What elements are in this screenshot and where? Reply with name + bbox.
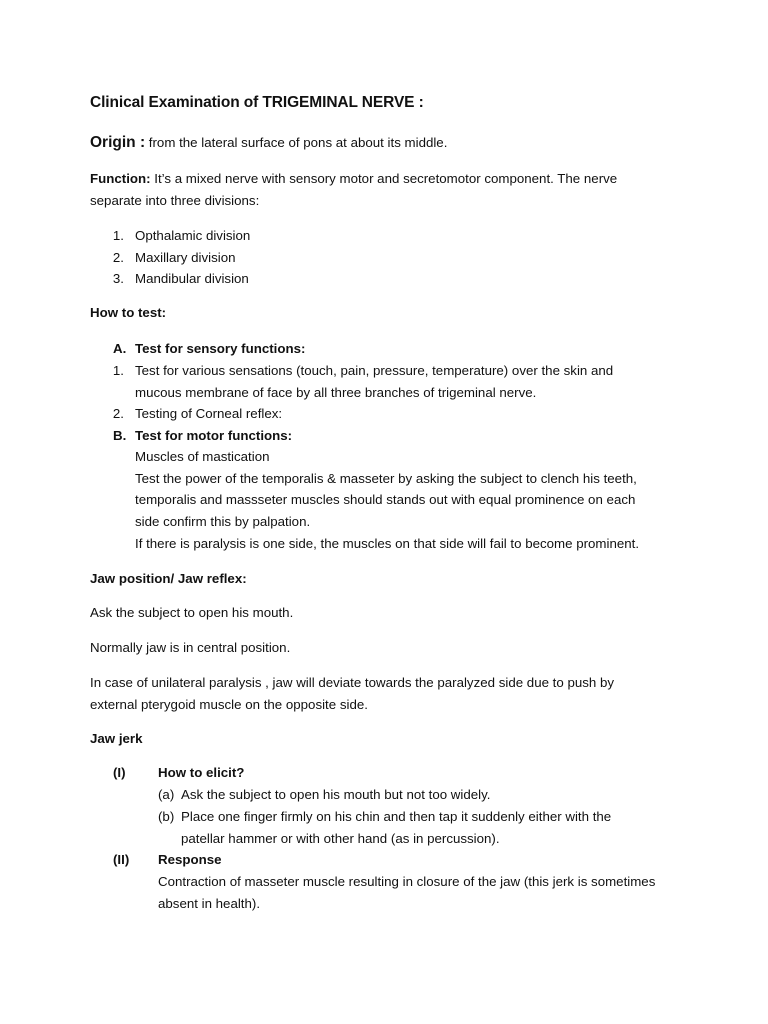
- section-b-heading: Test for motor functions:: [135, 428, 293, 443]
- sub-item-label: (a): [158, 787, 175, 802]
- sub-item: Ask the subject to open his mouth but not too widely.: [181, 787, 491, 802]
- sub-item-line: patellar hammer or with other hand (as in percussion).: [181, 830, 500, 846]
- section-b-line: Test the power of the temporalis & masseter by asking the subject to clench his teeth,: [135, 470, 637, 486]
- list-number: 1.: [112, 363, 124, 378]
- section-b-body: [135, 446, 639, 555]
- origin-label: Origin :: [90, 134, 146, 151]
- list-number: 1.: [112, 228, 124, 243]
- part-body-line: Contraction of masseter muscle resulting in closure of the jaw (this jerk is sometimes: [158, 874, 656, 889]
- sub-item-line: Place one finger firmly on his chin and then tap it suddenly either with the: [181, 809, 612, 824]
- sub-item-label: (b): [158, 809, 175, 824]
- function-text-line-1: It’s a mixed nerve with sensory motor and secretomotor component. The nerve: [150, 171, 618, 186]
- origin-paragraph: [90, 132, 447, 154]
- section-b-line: side confirm this by palpation.: [135, 514, 311, 530]
- part-body-line: absent in health).: [158, 895, 261, 911]
- list-number: 2.: [112, 406, 124, 421]
- list-item-line: mucous membrane of face by all three branches of trigeminal nerve.: [135, 384, 537, 400]
- list-item: Testing of Corneal reflex:: [135, 406, 283, 421]
- sub-item: [181, 806, 611, 849]
- paragraph-line: In case of unilateral paralysis , jaw will deviate towards the paralyzed side due to push by: [90, 675, 615, 690]
- paragraph-line: external pterygoid muscle on the opposite side.: [90, 696, 368, 712]
- section-b-line: If there is paralysis is one side, the muscles on that side will fail to become prominent.: [135, 535, 640, 551]
- jaw-position-paragraph: Ask the subject to open his mouth.: [90, 605, 294, 620]
- title-text: Clinical Examination of TRIGEMINAL NERVE :: [90, 94, 424, 111]
- jaw-position-paragraph: [90, 672, 614, 715]
- list-item: Opthalamic division: [135, 228, 251, 243]
- function-paragraph: [90, 168, 617, 211]
- section-b-line: Muscles of mastication: [135, 449, 270, 464]
- document-title: [90, 94, 424, 112]
- jaw-jerk-heading: Jaw jerk: [90, 731, 143, 746]
- function-label: Function:: [90, 171, 151, 186]
- jaw-position-paragraph: Normally jaw is in central position.: [90, 640, 291, 655]
- section-b-letter: B.: [113, 428, 127, 443]
- part-number: (I): [113, 765, 126, 780]
- function-text-line-2: separate into three divisions:: [90, 192, 260, 208]
- list-number: 2.: [112, 250, 124, 265]
- section-b-line: temporalis and massseter muscles should stands out with equal prominence on each: [135, 492, 636, 508]
- list-item: [135, 360, 613, 403]
- list-item: Mandibular division: [135, 271, 249, 286]
- origin-text: from the lateral surface of pons at about its middle.: [145, 135, 448, 150]
- part-body: [158, 871, 655, 914]
- list-number: 3.: [112, 271, 124, 286]
- part-heading: Response: [158, 852, 222, 867]
- part-heading: How to elicit?: [158, 765, 245, 780]
- part-number: (II): [113, 852, 130, 867]
- list-item: Maxillary division: [135, 250, 236, 265]
- section-a-heading: Test for sensory functions:: [135, 341, 306, 356]
- section-a-letter: A.: [113, 341, 127, 356]
- list-item-line: Test for various sensations (touch, pain, pressure, temperature) over the skin and: [135, 363, 614, 378]
- how-to-test-heading: How to test:: [90, 305, 167, 320]
- jaw-position-heading: Jaw position/ Jaw reflex:: [90, 571, 247, 586]
